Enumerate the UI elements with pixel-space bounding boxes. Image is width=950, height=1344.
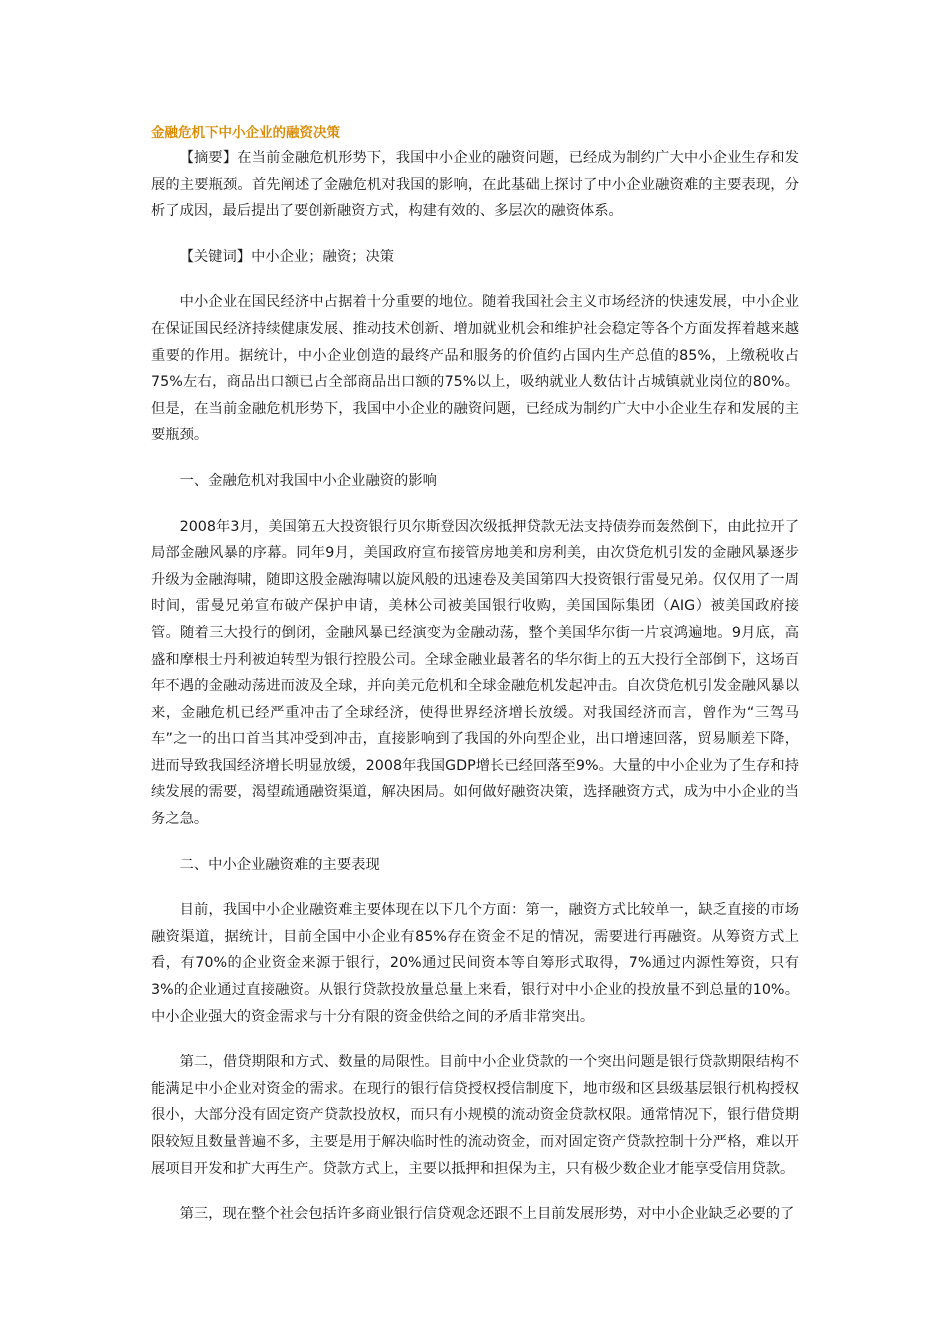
spacer	[151, 449, 799, 468]
abstract-paragraph: 【摘要】在当前金融危机形势下，我国中小企业的融资问题，已经成为制约广大中小企业生存和发展的主要瓶颈。首先阐述了金融危机对我国的影响，在此基础上探讨了中小企业融资难的主要表现，分析了成因，最后提出了要创新融资方式，构建有效的、多层次的融资体系。	[151, 150, 799, 220]
section1-heading: 一、金融危机对我国中小企业融资的影响	[179, 472, 437, 489]
spacer	[151, 878, 799, 897]
section2-heading: 二、中小企业融资难的主要表现	[179, 856, 380, 873]
spacer	[151, 225, 799, 244]
spacer	[151, 833, 799, 852]
spacer	[151, 1030, 799, 1049]
document-page	[151, 121, 799, 1228]
section2-paragraph-3: 第三，现在整个社会包括许多商业银行信贷观念还跟不上目前发展形势，对中小企业缺乏必要的了	[179, 1206, 795, 1223]
document-title: 金融危机下中小企业的融资决策	[151, 125, 340, 141]
spacer	[151, 495, 799, 514]
intro-paragraph: 中小企业在国民经济中占据着十分重要的地位。随着我国社会主义市场经济的快速发展，中小企业在保证国民经济持续健康发展、推动技术创新、增加就业机会和维护社会稳定等各个方面发挥着越来越重要的作用。据统计，中小企业创造的最终产品和服务的价值约占国内生产总值的85%，上缴税收占75%左右，商品出口额已占全部商品出口额的75%以上，吸纳就业人数估计占城镇就业岗位的80%。但是，在当前金融危机形势下，我国中小企业的融资问题，已经成为制约广大中小企业生存和发展的主要瓶颈。	[151, 294, 799, 444]
section1-paragraph: 2008年3月，美国第五大投资银行贝尔斯登因次级抵押贷款无法支持债券而轰然倒下，由此拉开了局部金融风暴的序幕。同年9月，美国政府宣布接管房地美和房利美，由次贷危机引发的金融风暴逐步升级为金融海啸，随即这股金融海啸以旋风般的迅速卷及美国第四大投资银行雷曼兄弟。仅仅用了一周时间，雷曼兄弟宣布破产保护申请，美林公司被美国银行收购，美国国际集团（AIG）被美国政府接管。随着三大投行的倒闭，金融风暴已经演变为金融动荡，整个美国华尔街一片哀鸿遍地。9月底，高盛和摩根士丹利被迫转型为银行控股公司。全球金融业最著名的华尔街上的五大投行全部倒下，这场百年不遇的金融动荡进而波及全球，并向美元危机和全球金融危机发起冲击。自次贷危机引发金融风暴以来，金融危机已经严重冲击了全球经济，使得世界经济增长放缓。对我国经济而言，曾作为“三驾马车”之一的出口首当其冲受到冲击，直接影响到了我国的外向型企业，出口增速回落，贸易顺差下降，进而导致我国经济增长明显放缓，2008年我国GDP增长已经回落至9%。大量的中小企业为了生存和持续发展的需要，渴望疏通融资渠道，解决困局。如何做好融资决策，选择融资方式，成为中小企业的当务之急。	[151, 518, 799, 828]
spacer	[151, 270, 799, 289]
section2-paragraph-1: 目前，我国中小企业融资难主要体现在以下几个方面：第一，融资方式比较单一，缺乏直接的市场融资渠道，据统计，目前全国中小企业有85%存在资金不足的情况，需要进行再融资。从筹资方式上看，有70%的企业资金来源于银行，20%通过民间资本等自筹形式取得，7%通过内源性筹资，只有3%的企业通过直接融资。从银行贷款投放量总量上来看，银行对中小企业的投放量不到总量的10%。中小企业强大的资金需求与十分有限的资金供给之间的矛盾非常突出。	[151, 902, 799, 1025]
keywords-line: 【关键词】中小企业；融资；决策	[179, 248, 395, 265]
spacer	[151, 1182, 799, 1201]
section2-paragraph-2: 第二，借贷期限和方式、数量的局限性。目前中小企业贷款的一个突出问题是银行贷款期限结构不能满足中小企业对资金的需求。在现行的银行信贷授权授信制度下，地市级和区县级基层银行机构授权很小，大部分没有固定资产贷款投放权，而只有小规模的流动资金贷款权限。通常情况下，银行借贷期限较短且数量普遍不多，主要是用于解决临时性的流动资金，而对固定资产贷款控制十分严格，难以开展项目开发和扩大再生产。贷款方式上，主要以抵押和担保为主，只有极少数企业才能享受信用贷款。	[151, 1054, 799, 1177]
